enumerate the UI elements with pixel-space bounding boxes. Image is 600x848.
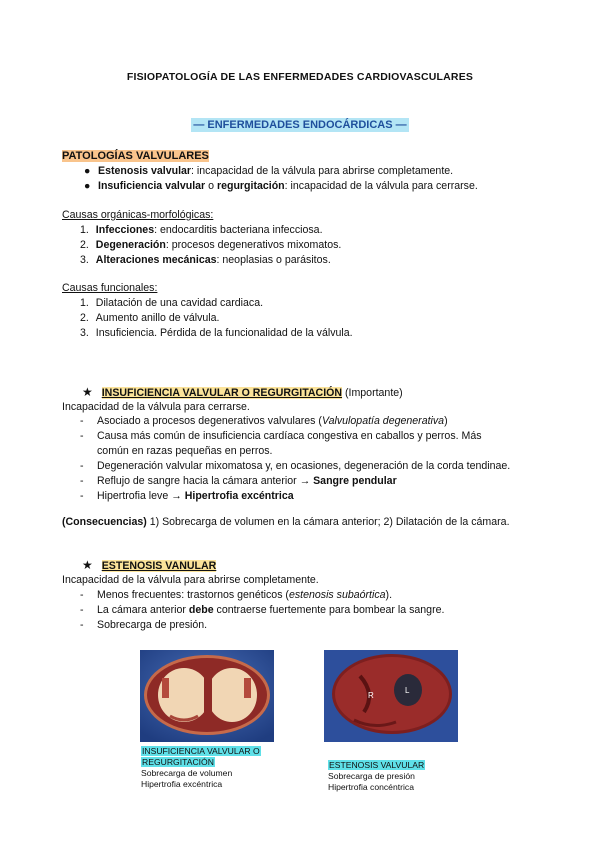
list-item-text: Insuficiencia. Pérdida de la funcionalidad de la válvula.: [95, 327, 353, 339]
list-item: [80, 254, 331, 266]
estenosis-heading: [82, 558, 216, 572]
list-number: 3.: [80, 327, 89, 339]
list-item-bold: Estenosis valvular: [98, 165, 192, 177]
list-item-bold: Alteraciones mecánicas: [95, 254, 217, 266]
caption-line: Hipertrofia concéntrica: [328, 782, 414, 792]
bullet-icon: ●: [84, 180, 91, 192]
valvulares-heading-text: PATOLOGÍAS VALVULARES: [62, 150, 209, 162]
list-number: 3.: [80, 254, 89, 266]
list-item: [80, 297, 263, 309]
list-item-bold: Degeneración: [95, 239, 166, 251]
document-title: FISIOPATOLOGÍA DE LAS ENFERMEDADES CARDIOVASCULARES: [126, 71, 474, 83]
estenosis-intro: Incapacidad de la válvula para abrirse completamente.: [62, 574, 319, 586]
list-item-text: o: [205, 180, 217, 192]
list-item: [80, 589, 393, 601]
insuficiencia-heading: [82, 385, 403, 399]
caption-line: Hipertrofia excéntrica: [141, 779, 223, 789]
estenosis-heading-text: ESTENOSIS VANULAR: [101, 560, 217, 572]
figure-insuficiencia-caption: [141, 746, 261, 790]
list-item-text: Menos frecuentes: trastornos genéticos (: [97, 589, 289, 601]
list-item-text: Dilatación de una cavidad cardiaca.: [95, 297, 264, 309]
caption-title: ESTENOSIS VALVULAR: [329, 760, 425, 770]
list-item: [80, 490, 294, 502]
dash-bullet: -: [80, 589, 84, 601]
list-item-text: Aumento anillo de válvula.: [95, 312, 220, 324]
star-icon: ★: [82, 385, 93, 399]
caption-line: Sobrecarga de volumen: [141, 768, 233, 778]
list-item: [84, 180, 478, 192]
heart-section-volume-image: [140, 650, 274, 742]
section-title: [0, 119, 600, 131]
list-item-bold: Insuficiencia valvular: [98, 180, 206, 192]
insuficiencia-heading-text: INSUFICIENCIA VALVULAR O REGURGITACIÓN: [101, 387, 343, 399]
caption-line: Sobrecarga de presión: [328, 771, 415, 781]
list-item: [80, 430, 482, 442]
list-item-bold: regurgitación: [216, 180, 285, 192]
list-item: [80, 224, 323, 236]
insuficiencia-note: (Importante): [342, 387, 403, 399]
list-item-text: ): [444, 415, 448, 427]
list-item: [80, 239, 341, 251]
list-item-text: : incapacidad de la válvula para cerrarse.: [284, 180, 478, 192]
list-item: [80, 327, 353, 339]
dash-bullet: -: [80, 415, 84, 427]
ventricle-label-r: R: [368, 691, 374, 700]
organicas-heading: Causas orgánicas-morfológicas:: [62, 209, 214, 221]
list-item-text: : neoplasias o parásitos.: [216, 254, 331, 266]
list-item-bold: debe: [188, 604, 214, 616]
caption-title: REGURGITACIÓN: [142, 757, 214, 767]
funcionales-heading: Causas funcionales:: [62, 282, 158, 294]
list-item: [80, 312, 219, 324]
valvulares-heading: [62, 150, 209, 162]
list-item-bold: Infecciones: [95, 224, 155, 236]
insuficiencia-intro: Incapacidad de la válvula para cerrarse.: [62, 401, 250, 413]
list-item-text: : endocarditis bacteriana infecciosa.: [154, 224, 323, 236]
heart-section-pressure-image: [324, 650, 458, 742]
list-item: [80, 460, 511, 472]
list-item-text: : procesos degenerativos mixomatos.: [165, 239, 342, 251]
list-number: 2.: [80, 239, 89, 251]
bullet-icon: ●: [84, 165, 91, 177]
list-item-bold: Hipertrofia excéntrica: [184, 490, 294, 502]
list-item-italic: Valvulopatía degenerativa: [321, 415, 445, 427]
list-item: [80, 475, 397, 487]
list-item-text: Hipertrofia leve →: [97, 490, 185, 502]
list-item-text: contraerse fuertemente para bombear la sangre.: [213, 604, 445, 616]
list-item: [84, 165, 453, 177]
figure-estenosis: [324, 650, 458, 742]
list-item-text: La cámara anterior: [97, 604, 189, 616]
dash-bullet: -: [80, 619, 84, 631]
consecuencias: [62, 516, 510, 528]
list-item-continuation: común en razas pequeñas en perros.: [97, 445, 273, 457]
consecuencias-label: (Consecuencias): [62, 516, 147, 528]
list-item-text: ).: [385, 589, 393, 601]
figure-estenosis-caption: [328, 760, 425, 793]
list-number: 2.: [80, 312, 89, 324]
section-title-text: — ENFERMEDADES ENDOCÁRDICAS —: [193, 119, 407, 131]
dash-bullet: -: [80, 460, 84, 472]
list-item-text: Reflujo de sangre hacia la cámara anterior →: [97, 475, 314, 487]
list-number: 1.: [80, 224, 89, 236]
figure-insuficiencia: [140, 650, 274, 742]
dash-bullet: -: [80, 430, 84, 442]
dash-bullet: -: [80, 604, 84, 616]
dash-bullet: -: [80, 475, 84, 487]
ventricle-label-l: L: [405, 686, 410, 695]
list-item-text: Degeneración valvular mixomatosa y, en ocasiones, degeneración de la corda tendinae.: [97, 460, 511, 472]
list-item-italic: estenosis subaórtica: [288, 589, 386, 601]
list-item-text: Sobrecarga de presión.: [97, 619, 208, 631]
list-item-bold: Sangre pendular: [313, 475, 397, 487]
list-item-text: Asociado a procesos degenerativos valvulares (: [97, 415, 322, 427]
star-icon: ★: [82, 558, 93, 572]
list-item: [80, 619, 208, 631]
list-item-text: : incapacidad de la válvula para abrirse completamente.: [191, 165, 454, 177]
list-item: [80, 415, 448, 427]
dash-bullet: -: [80, 490, 84, 502]
list-item: [80, 604, 445, 616]
caption-title: INSUFICIENCIA VALVULAR O: [142, 746, 260, 756]
consecuencias-text: 1) Sobrecarga de volumen en la cámara anterior; 2) Dilatación de la cámara.: [146, 516, 510, 528]
list-item-text: Causa más común de insuficiencia cardíaca congestiva en caballos y perros. Más: [97, 430, 482, 442]
list-number: 1.: [80, 297, 89, 309]
